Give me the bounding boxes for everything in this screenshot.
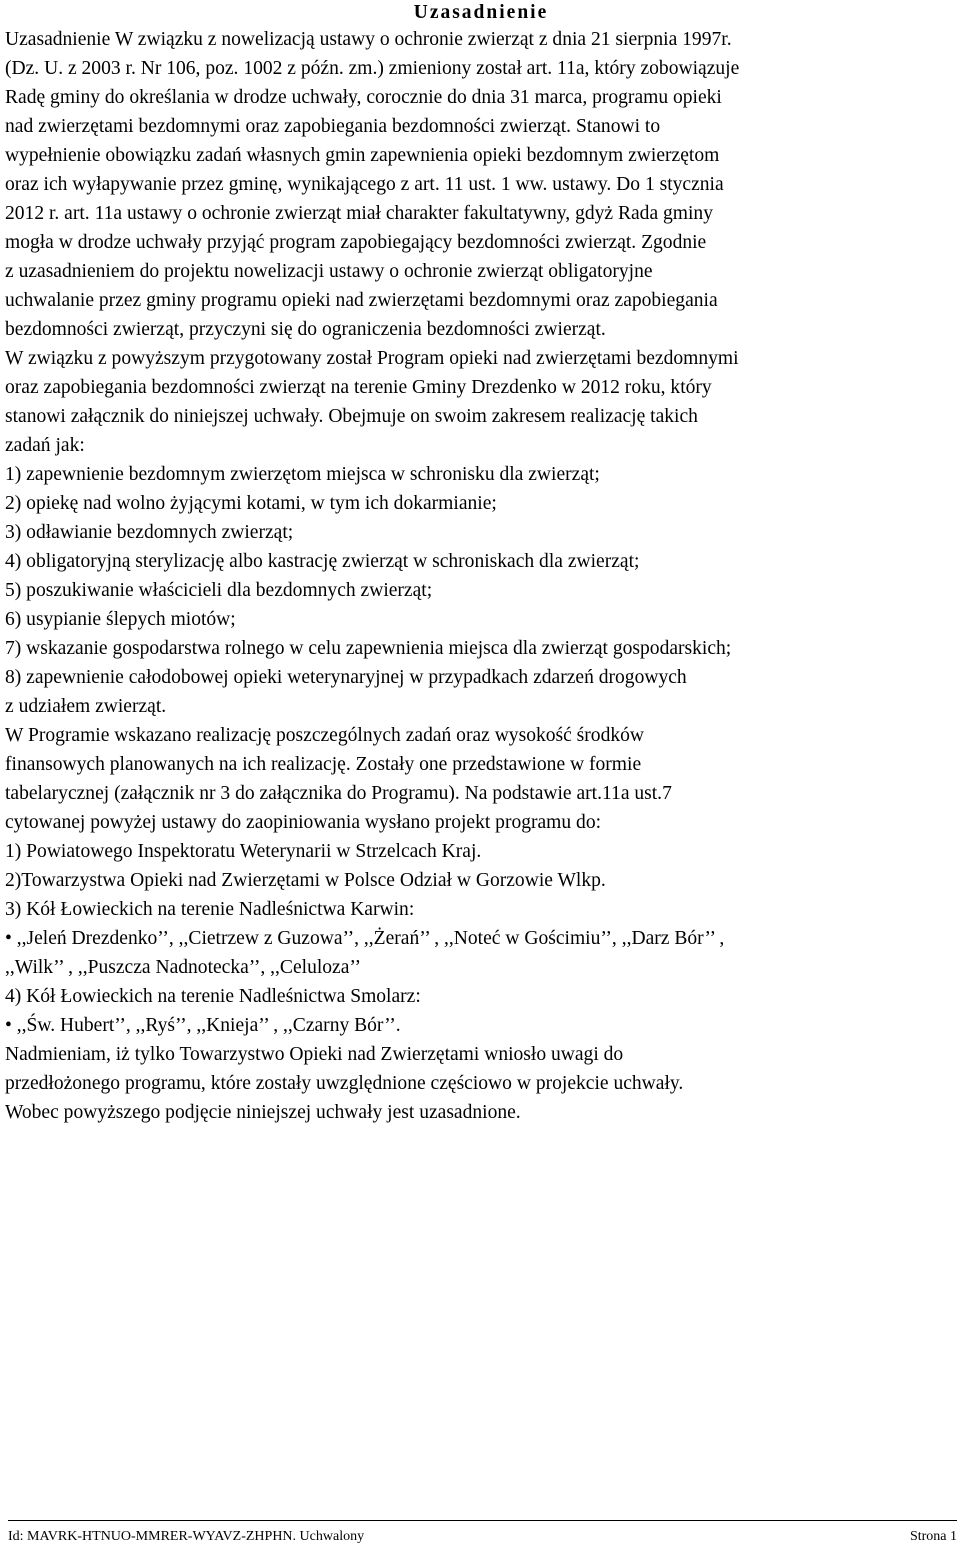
text-line: 3) odławianie bezdomnych zwierząt; xyxy=(5,522,294,543)
text-line: 2)Towarzystwa Opieki nad Zwierzętami w Polsce Odział w Gorzowie Wlkp. xyxy=(5,870,606,891)
text-line: 8) zapewnienie całodobowej opieki weterynaryjnej w przypadkach zdarzeń drogowych xyxy=(5,667,687,688)
text-line: 4) obligatoryjną sterylizację albo kastrację zwierząt w schroniskach dla zwierząt; xyxy=(5,551,640,572)
text-line: 5) poszukiwanie właścicieli dla bezdomnych zwierząt; xyxy=(5,580,433,601)
text-line: wypełnienie obowiązku zadań własnych gmin zapewnienia opieki bezdomnym zwierzętom xyxy=(5,145,720,166)
text-line: Radę gminy do określania w drodze uchwały, corocznie do dnia 31 marca, programu opieki xyxy=(5,87,722,108)
text-line: Wobec powyższego podjęcie niniejszej uchwały jest uzasadnione. xyxy=(5,1102,521,1123)
text-line: 4) Kół Łowieckich na terenie Nadleśnictwa Smolarz: xyxy=(5,986,421,1007)
document-id: Id: MAVRK-HTNUO-MMRER-WYAVZ-ZHPHN. Uchwalony xyxy=(8,1529,365,1544)
text-line: cytowanej powyżej ustawy do zaopiniowania wysłano projekt programu do: xyxy=(5,812,602,833)
text-line: z uzasadnieniem do projektu nowelizacji ustawy o ochronie zwierząt obligatoryjne xyxy=(5,261,653,282)
text-line: 1) Powiatowego Inspektoratu Weterynarii w Strzelcach Kraj. xyxy=(5,841,482,862)
text-line: 7) wskazanie gospodarstwa rolnego w celu zapewnienia miejsca dla zwierząt gospodarskich; xyxy=(5,638,732,659)
text-line: Nadmieniam, iż tylko Towarzystwo Opieki nad Zwierzętami wniosło uwagi do xyxy=(5,1044,624,1065)
text-line: stanowi załącznik do niniejszej uchwały. Obejmuje on swoim zakresem realizację takich xyxy=(5,406,698,427)
text-line: oraz zapobiegania bezdomności zwierząt na terenie Gminy Drezdenko w 2012 roku, który xyxy=(5,377,712,398)
text-line: oraz ich wyłapywanie przez gminę, wynikającego z art. 11 ust. 1 ww. ustawy. Do 1 stycznia xyxy=(5,174,724,195)
document-title: Uzasadnienie xyxy=(413,2,549,23)
text-line: 1) zapewnienie bezdomnym zwierzętom miejsca w schronisku dla zwierząt; xyxy=(5,464,600,485)
text-line: finansowych planowanych na ich realizację. Zostały one przedstawione w formie xyxy=(5,754,642,775)
text-line: ,,Wilk’’ , ,,Puszcza Nadnotecka’’, ,,Celuloza’’ xyxy=(5,957,361,978)
text-line: 3) Kół Łowieckich na terenie Nadleśnictwa Karwin: xyxy=(5,899,415,920)
text-line: W Programie wskazano realizację poszczególnych zadań oraz wysokość środków xyxy=(5,725,645,746)
text-line: przedłożonego programu, które zostały uwzględnione częściowo w projekcie uchwały. xyxy=(5,1073,684,1094)
text-line: W związku z powyższym przygotowany został Program opieki nad zwierzętami bezdomnymi xyxy=(5,348,739,369)
text-line: • ,,Jeleń Drezdenko’’, ,,Cietrzew z Guzowa’’, ,,Żerań’’ , ,,Noteć w Gościmiu’’, ,,Darz Bór’’ , xyxy=(5,928,725,949)
text-line: tabelarycznej (załącznik nr 3 do załącznika do Programu). Na podstawie art.11a ust.7 xyxy=(5,783,672,804)
document-body xyxy=(5,25,957,1127)
page-number: Strona 1 xyxy=(909,1529,957,1544)
text-line: nad zwierzętami bezdomnymi oraz zapobiegania bezdomności zwierząt. Stanowi to xyxy=(5,116,661,137)
text-line: 2) opiekę nad wolno żyjącymi kotami, w tym ich dokarmianie; xyxy=(5,493,497,514)
text-line: (Dz. U. z 2003 r. Nr 106, poz. 1002 z późn. zm.) zmieniony został art. 11a, który zobowiązuje xyxy=(5,58,740,79)
text-line: uchwalanie przez gminy programu opieki nad zwierzętami bezdomnymi oraz zapobiegania xyxy=(5,290,718,311)
text-line: 2012 r. art. 11a ustawy o ochronie zwierząt miał charakter fakultatywny, gdyż Rada gminy xyxy=(5,203,713,224)
text-line: z udziałem zwierząt. xyxy=(5,696,167,717)
page-footer xyxy=(8,1520,957,1546)
text-line: zadań jak: xyxy=(5,435,85,456)
text-line: Uzasadnienie W związku z nowelizacją ustawy o ochronie zwierząt z dnia 21 sierpnia 1997r. xyxy=(5,29,732,50)
text-line: • ,,Św. Hubert’’, ,,Ryś’’, ,,Knieja’’ , ,,Czarny Bór’’. xyxy=(5,1015,401,1036)
document-page xyxy=(5,0,957,1127)
text-line: mogła w drodze uchwały przyjąć program zapobiegający bezdomności zwierząt. Zgodnie xyxy=(5,232,707,253)
text-line: bezdomności zwierząt, przyczyni się do ograniczenia bezdomności zwierząt. xyxy=(5,319,606,340)
text-line: 6) usypianie ślepych miotów; xyxy=(5,609,236,630)
